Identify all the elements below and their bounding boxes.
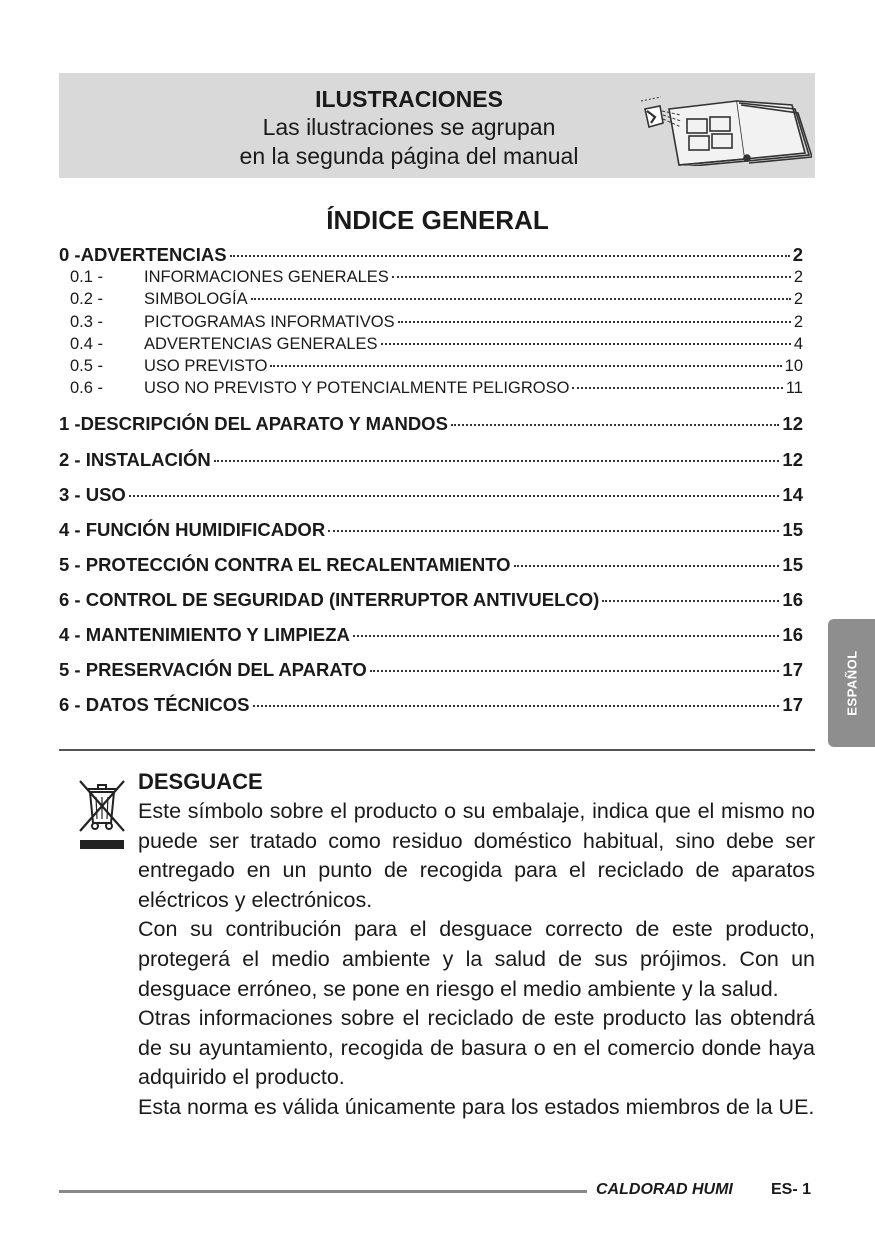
toc-page: 15	[782, 554, 803, 575]
banner-line-2: en la segunda página del manual	[239, 143, 579, 169]
toc-page: 10	[784, 357, 803, 375]
banner-title: ILUSTRACIONES	[315, 86, 503, 112]
toc-item[interactable]	[59, 413, 803, 435]
toc-page: 4	[793, 335, 803, 353]
toc-subitem[interactable]	[59, 268, 803, 287]
dot-leader	[514, 565, 780, 567]
toc-subitem[interactable]	[59, 313, 803, 332]
toc-label: 0 -ADVERTENCIAS	[59, 244, 227, 265]
toc-page: 16	[782, 589, 803, 610]
dot-leader	[353, 635, 780, 637]
section-divider	[59, 749, 815, 751]
toc-item[interactable]	[59, 624, 803, 646]
toc-page: 2	[793, 313, 803, 331]
banner-text	[209, 85, 609, 171]
toc-label: SIMBOLOGÍA	[144, 290, 248, 308]
waste-paragraph: Con su contribución para el desguace correcto de este producto, protegerá el medio ambiente y la salud de sus prójimos. Con un desguace erróneo, se pone en riesgo el medio ambiente y la salud.	[138, 917, 815, 1001]
waste-body	[138, 797, 815, 1123]
toc-subitem[interactable]	[59, 357, 803, 376]
toc-subitem[interactable]	[59, 290, 803, 309]
banner-line-1: Las ilustraciones se agrupan	[262, 114, 556, 140]
toc-page: 11	[785, 379, 803, 397]
language-tab-label: ESPAÑOL	[844, 650, 859, 716]
index-title: ÍNDICE GENERAL	[326, 205, 549, 235]
toc-label: INFORMACIONES GENERALES	[144, 268, 389, 286]
dot-leader	[230, 255, 790, 257]
toc-subitem[interactable]	[59, 379, 803, 398]
dot-leader	[129, 495, 780, 497]
toc-page: 2	[793, 290, 803, 308]
toc-item[interactable]	[59, 554, 803, 576]
open-book-icon	[627, 91, 812, 166]
toc-number: 0.1 -	[70, 268, 104, 286]
crossed-out-bin-icon	[76, 777, 128, 853]
toc-label: 6 - DATOS TÉCNICOS	[59, 694, 250, 715]
illustrations-banner	[59, 73, 815, 178]
toc-page: 14	[782, 484, 803, 505]
toc-label: 5 - PROTECCIÓN CONTRA EL RECALENTAMIENTO	[59, 554, 511, 575]
toc-label: 6 - CONTROL DE SEGURIDAD (INTERRUPTOR ANTIVUELCO)	[59, 589, 600, 610]
dot-leader	[270, 365, 781, 367]
footer-brand: CALDORAD HUMI	[596, 1181, 733, 1198]
toc-page: 16	[782, 624, 803, 645]
toc-item[interactable]	[59, 589, 803, 611]
toc-number: 0.5 -	[70, 357, 104, 375]
footer-page-number: ES- 1	[771, 1181, 812, 1198]
toc-number: 0.6 -	[70, 379, 104, 397]
toc-label: 2 - INSTALACIÓN	[59, 449, 211, 470]
dot-leader	[381, 343, 791, 345]
toc-page: 12	[782, 413, 803, 434]
toc-page: 17	[782, 694, 803, 715]
toc-page: 2	[793, 268, 803, 286]
dot-leader	[251, 298, 791, 300]
toc-item[interactable]	[59, 449, 803, 471]
dot-leader	[572, 387, 782, 389]
toc-label: PICTOGRAMAS INFORMATIVOS	[144, 313, 395, 331]
toc-label: 3 - USO	[59, 484, 126, 505]
toc-item[interactable]	[59, 244, 803, 266]
waste-title: DESGUACE	[138, 769, 263, 794]
dot-leader	[328, 530, 779, 532]
toc-number: 0.4 -	[70, 335, 104, 353]
toc-number: 0.2 -	[70, 290, 104, 308]
waste-paragraph: Otras informaciones sobre el reciclado de este producto las obtendrá de su ayuntamiento, recogida de basura o en el comercio donde haya adquirido el producto.	[138, 1006, 815, 1090]
toc-item[interactable]	[59, 484, 803, 506]
dot-leader	[253, 705, 780, 707]
dot-leader	[370, 670, 780, 672]
toc-label: 4 - FUNCIÓN HUMIDIFICADOR	[59, 519, 326, 540]
toc-item[interactable]	[59, 659, 803, 681]
toc-label: USO NO PREVISTO Y POTENCIALMENTE PELIGROSO	[144, 379, 570, 397]
toc-subitem[interactable]	[59, 335, 803, 354]
dot-leader	[392, 276, 791, 278]
toc-number: 0.3 -	[70, 313, 104, 331]
language-tab[interactable]	[828, 619, 875, 747]
dot-leader	[451, 424, 780, 426]
footer-rule	[59, 1190, 587, 1193]
dot-leader	[398, 321, 791, 323]
dot-leader	[602, 600, 779, 602]
toc-page: 15	[782, 519, 803, 540]
waste-paragraph: Esta norma es válida únicamente para los estados miembros de la UE.	[138, 1094, 815, 1119]
toc-page: 17	[782, 659, 803, 680]
toc-item[interactable]	[59, 519, 803, 541]
toc-page: 12	[782, 449, 803, 470]
toc-item[interactable]	[59, 694, 803, 716]
toc-label: ADVERTENCIAS GENERALES	[144, 335, 378, 353]
toc-label: 5 - PRESERVACIÓN DEL APARATO	[59, 659, 367, 680]
waste-paragraph: Este símbolo sobre el producto o su embalaje, indica que el mismo no puede ser tratado como residuo doméstico habitual, sino debe ser entregado en un punto de recogida para el reciclado de aparatos eléctricos y electrónicos.	[138, 799, 815, 912]
dot-leader	[214, 460, 780, 462]
toc-label: 1 -DESCRIPCIÓN DEL APARATO Y MANDOS	[59, 413, 448, 434]
toc-label: 4 - MANTENIMIENTO Y LIMPIEZA	[59, 624, 350, 645]
toc-page: 2	[792, 244, 803, 265]
toc-label: USO PREVISTO	[144, 357, 268, 375]
